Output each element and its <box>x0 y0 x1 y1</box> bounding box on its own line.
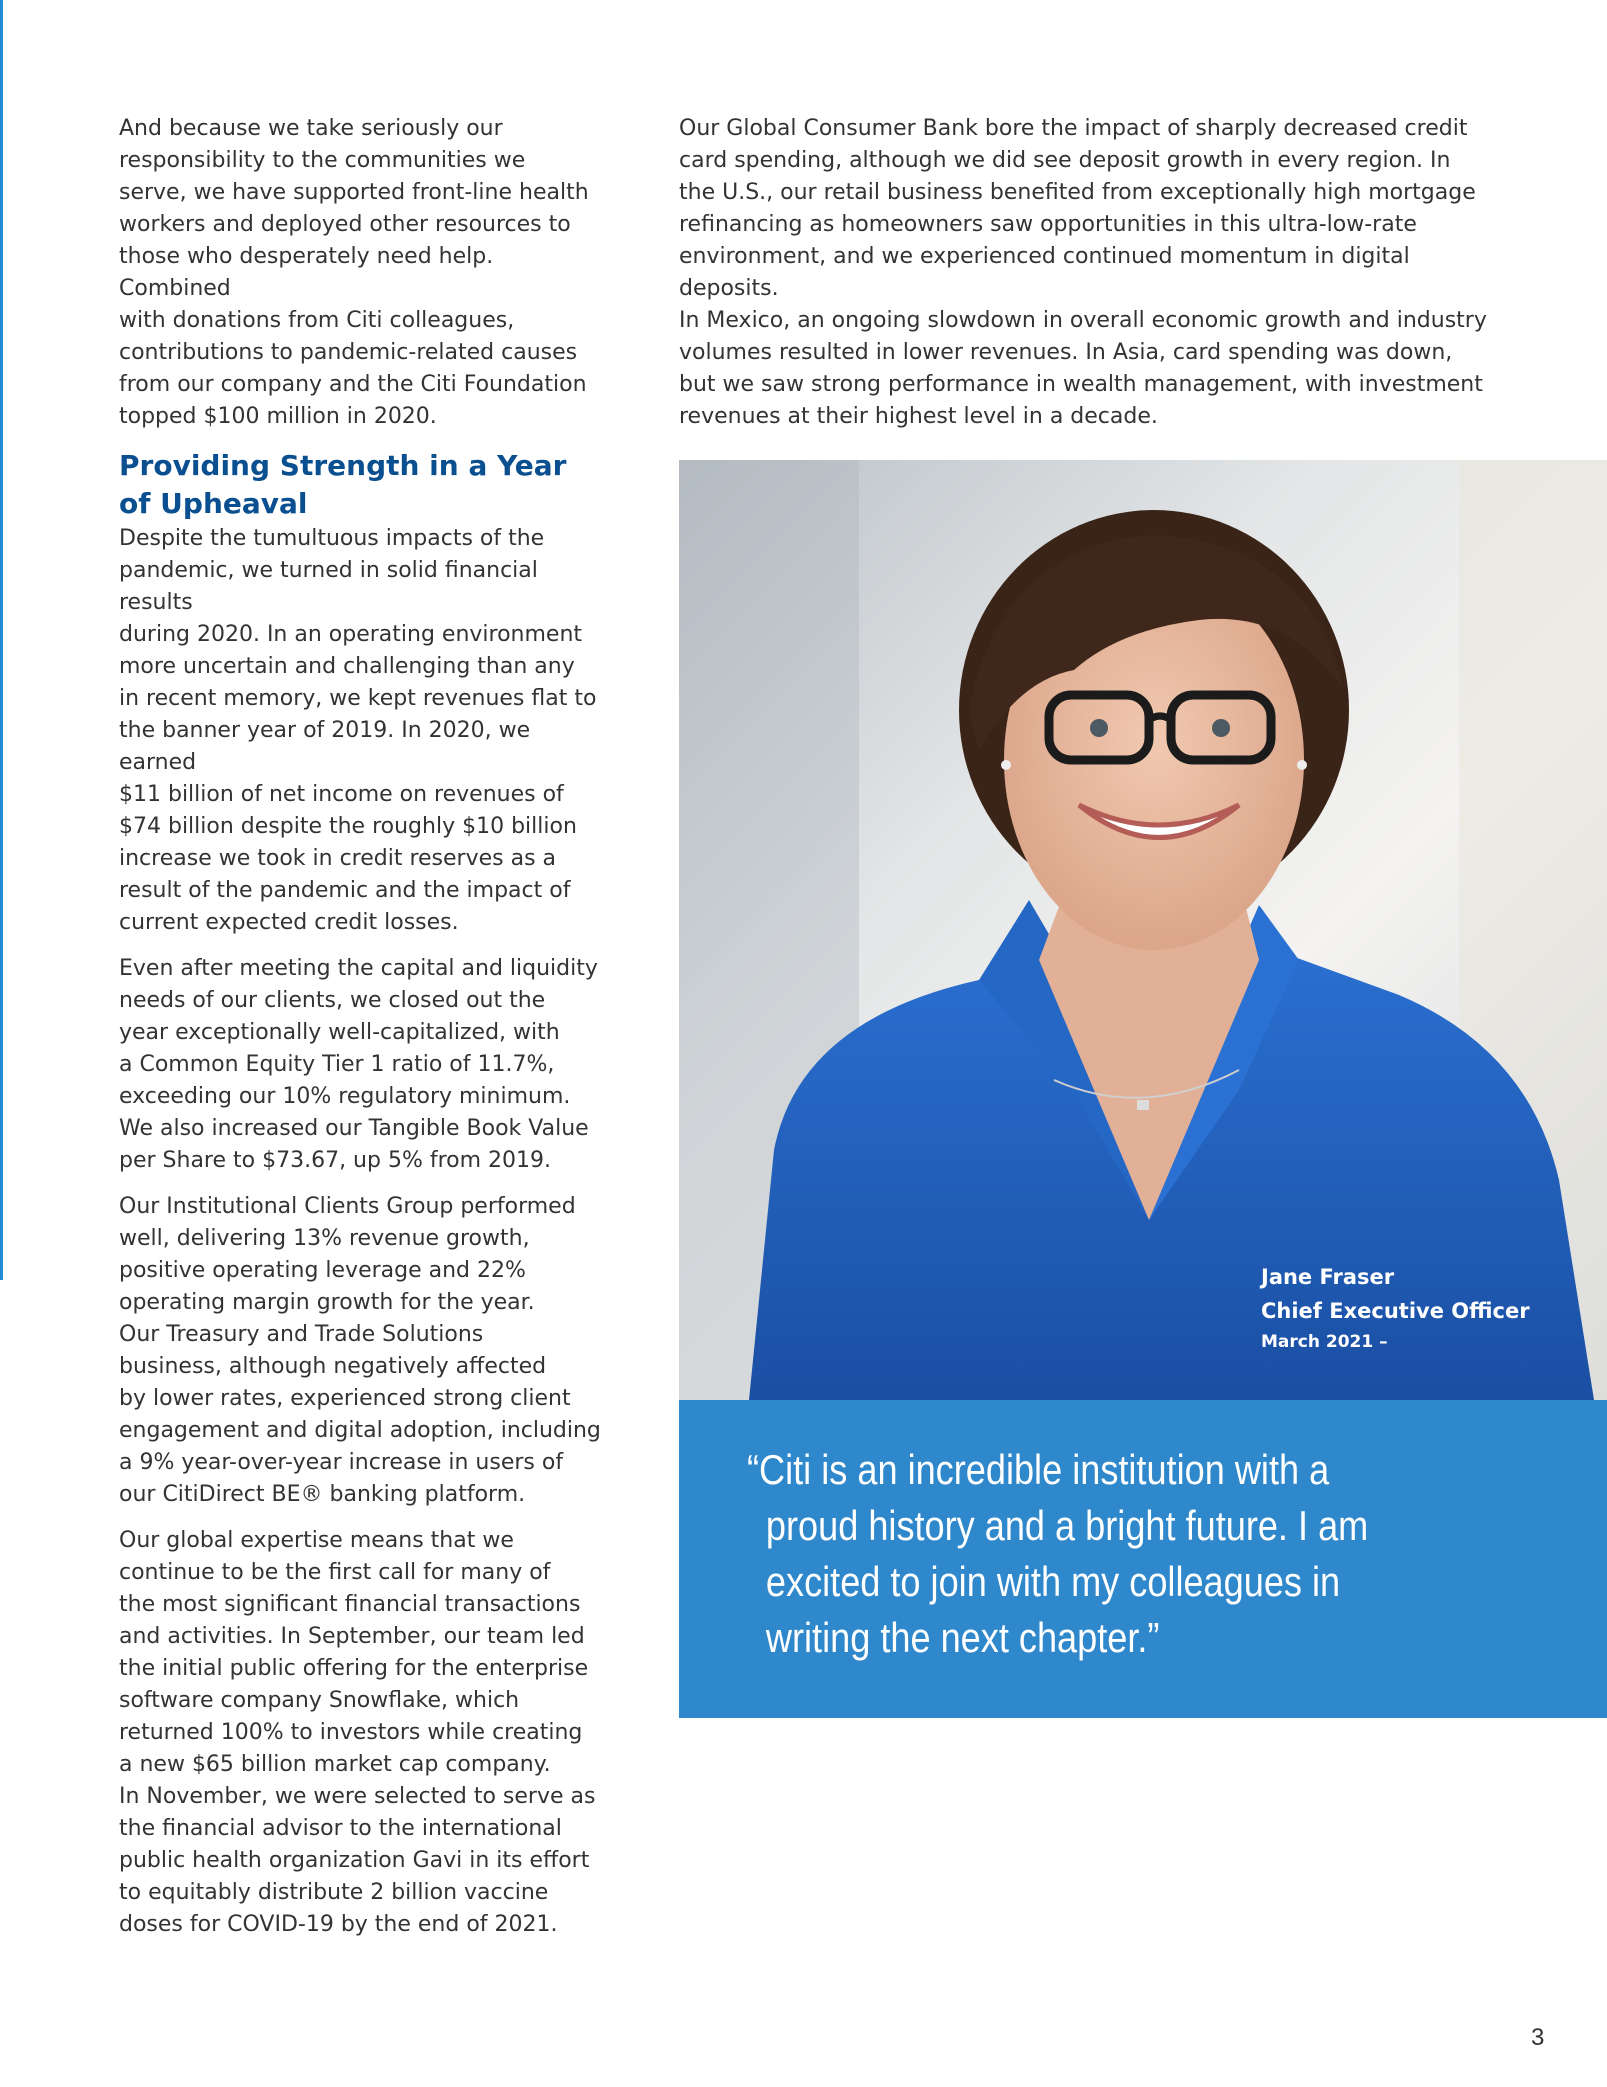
body-paragraph-4: Our global expertise means that we continue to be the first call for many of the most significant financial transactions and activities. In September, our team led the initial public offering for the enterprise software company Snowflake, which returned 100% to investors while creating a new $65 billion market cap company. In November, we were selected to serve as the financial advisor to the international public health organization Gavi in its effort to equitably distribute 2 billion vaccine doses for COVID-19 by the end of 2021. <box>119 1528 596 1937</box>
page-number: 3 <box>1531 2024 1545 2051</box>
consumer-bank-paragraph: Our Global Consumer Bank bore the impact of sharply decreased credit card spending, although we did see deposit growth in every region. In the U.S., our retail business benefited from exceptionally high mortgage refinancing as homeowners saw opportunities in this ultra-low-rate environment, and we experienced continued momentum in digital deposits. In Mexico, an ongoing slowdown in overall economic growth and industry volumes resulted in lower revenues. In Asia, card spending was down, but we saw strong performance in wealth management, with investment revenues at their highest level in a decade. <box>679 116 1487 429</box>
left-column <box>119 113 606 1955</box>
intro-paragraph: And because we take seriously our responsibility to the communities we serve, we have supported front-line health workers and deployed other resources to those who desperately need help. Combined with donations from Citi colleagues, contributions to pandemic-related causes from our company and the Citi Foundation topped $100 million in 2020. <box>119 116 589 429</box>
portrait-illustration <box>679 460 1607 1400</box>
body-paragraph-3: Our Institutional Clients Group performed well, delivering 13% revenue growth, positive operating leverage and 22% operating margin growth for the year. Our Treasury and Trade Solutions business, although negatively affected by lower rates, experienced strong client engagement and digital adoption, including a 9% year-over-year increase in users of our CitiDirect BE® banking platform. <box>119 1194 601 1507</box>
pull-quote-text: “Citi is an incredible institution with a proud history and a bright future. I am excited to join with my colleagues in writing the next chapter.” <box>747 1446 1369 1661</box>
right-column <box>679 113 1509 447</box>
caption-date: March 2021 – <box>1261 1332 1388 1352</box>
body-paragraph-2: Even after meeting the capital and liquidity needs of our clients, we closed out the year exceptionally well-capitalized, with a Common Equity Tier 1 ratio of 11.7%, exceeding our 10% regulatory minimum. We also increased our Tangible Book Value per Share to $73.67, up 5% from 2019. <box>119 956 598 1173</box>
page-edge-rule <box>0 0 3 1280</box>
caption-name: Jane Fraser <box>1261 1265 1395 1289</box>
caption-role: Chief Executive Officer <box>1261 1299 1530 1323</box>
photo-caption <box>1261 1260 1530 1356</box>
pull-quote-box <box>679 1400 1607 1718</box>
body-paragraph-1: Despite the tumultuous impacts of the pandemic, we turned in solid financial results during 2020. In an operating environment more uncertain and challenging than any in recent memory, we kept revenues flat to the banner year of 2019. In 2020, we earned $11 billion of net income on revenues of $74 billion despite the roughly $10 billion increase we took in credit reserves as a result of the pandemic and the impact of current expected credit losses. <box>119 526 597 935</box>
section-heading: Providing Strength in a Year of Upheaval <box>119 449 567 520</box>
ceo-portrait-photo <box>679 460 1607 1400</box>
